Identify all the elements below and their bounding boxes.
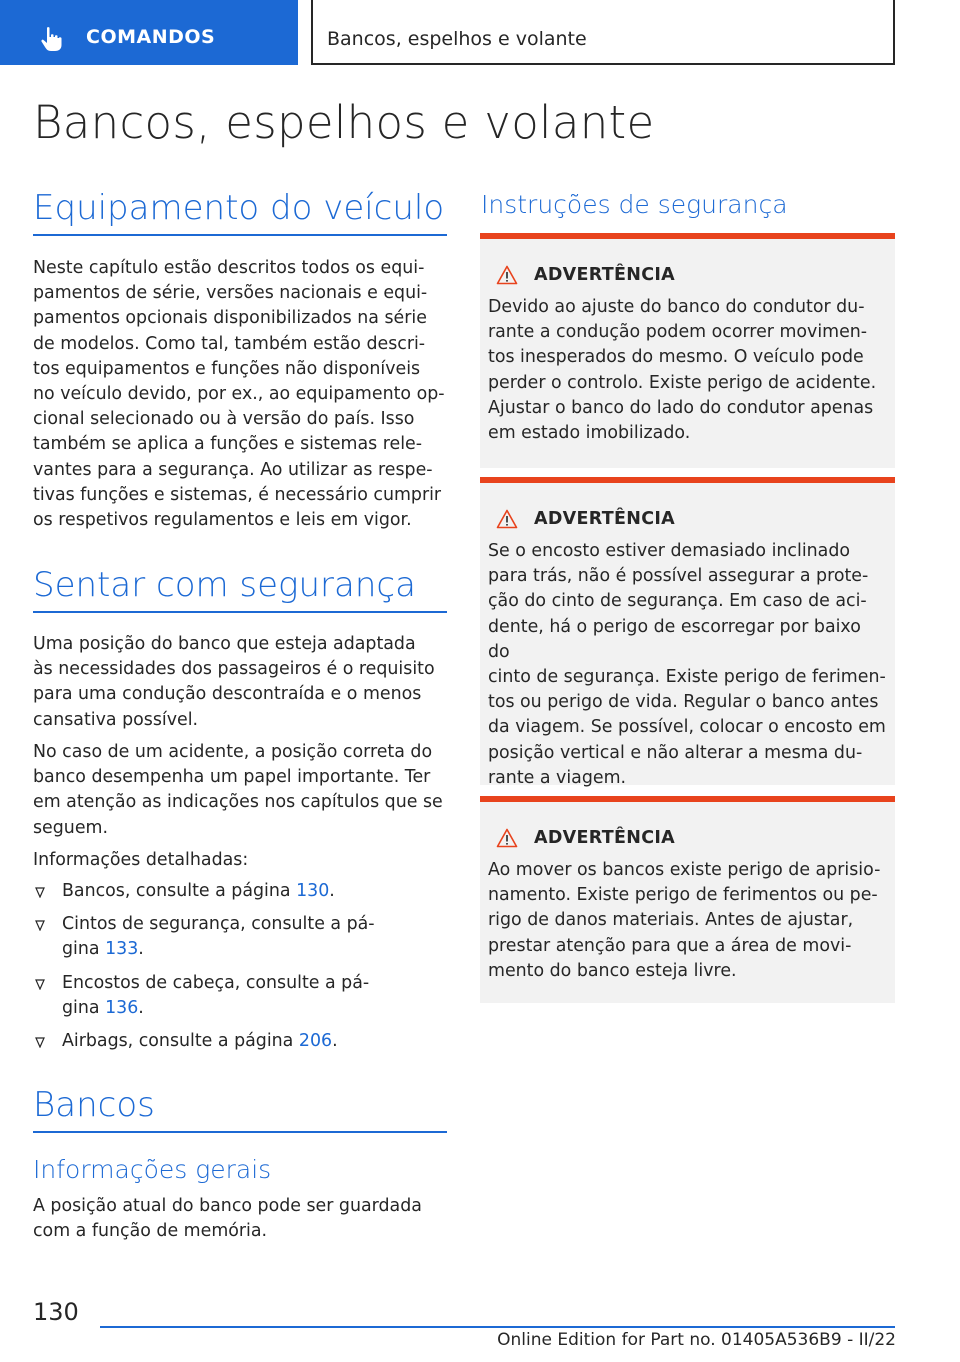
text-line: No caso de um acidente, a posição correta do <box>33 742 433 762</box>
list-suffix: . <box>138 939 144 960</box>
text-line: rante a condução podem ocorrer movimen- <box>488 322 868 343</box>
seat-paragraph-3: Informações detalhadas: <box>33 850 249 870</box>
footer-edition: Online Edition for Part no. 01405A536B9 - II/22 <box>497 1330 896 1350</box>
heading-general-info: Informações gerais <box>33 1155 272 1184</box>
warning-header <box>488 261 887 289</box>
hand-pointer-icon <box>40 26 64 52</box>
header-chapter-tab <box>0 0 298 65</box>
triangle-bullet-icon <box>35 1037 45 1048</box>
triangle-bullet-icon <box>35 887 45 898</box>
text-line: pamentos de série, versões nacionais e equi- <box>33 283 428 304</box>
warning-label: ADVERTÊNCIA <box>534 509 675 529</box>
heading-vehicle-equipment: Equipamento do veículo <box>33 188 445 228</box>
warning-triangle-icon <box>496 828 518 848</box>
warning-box-2 <box>480 477 895 788</box>
text-line: seguem. <box>33 817 108 838</box>
page-link-206[interactable]: 206 <box>298 1031 333 1052</box>
warning-header <box>488 824 887 852</box>
text-line: banco desempenha um papel importante. Ter <box>33 767 431 788</box>
warning-box-1 <box>480 233 895 468</box>
warning-header <box>488 505 887 533</box>
warning-text <box>488 295 887 446</box>
triangle-bullet-icon <box>35 920 45 931</box>
heading-seats: Bancos <box>33 1085 155 1125</box>
text-line: os respetivos regulamentos e leis em vigor. <box>33 510 412 531</box>
text-line: tos ou perigo de vida. Regular o banco antes <box>488 692 879 713</box>
text-line: Se o encosto estiver demasiado inclinado <box>488 541 851 561</box>
text-line: para uma condução descontraída e o menos <box>33 684 422 705</box>
list-item <box>33 1029 449 1054</box>
warning-text <box>488 858 887 984</box>
text-line: Ajustar o banco do lado do condutor apenas <box>488 397 874 418</box>
text-line: cansativa possível. <box>33 709 199 730</box>
equipment-paragraph <box>33 256 449 533</box>
warning-label: ADVERTÊNCIA <box>534 828 675 848</box>
list-text: Encostos de cabeça, consulte a pá- <box>62 972 370 993</box>
warning-label: ADVERTÊNCIA <box>534 265 675 285</box>
text-line: posição vertical e não alterar a mesma du- <box>488 742 863 763</box>
warning-triangle-icon <box>496 265 518 285</box>
text-line: tos equipamentos e funções não disponíveis <box>33 358 421 379</box>
footer-rule <box>100 1326 895 1328</box>
list-text: Bancos, consulte a página <box>62 881 297 901</box>
text-line: Neste capítulo estão descritos todos os equi- <box>33 258 425 278</box>
list-item <box>33 879 449 904</box>
seat-paragraph-1 <box>33 632 449 733</box>
text-line: para trás, não é possível assegurar a prote- <box>488 566 869 587</box>
list-text: gina <box>62 939 106 960</box>
list-text: gina <box>62 997 106 1018</box>
text-line: cinto de segurança. Existe perigo de ferimen- <box>488 667 886 688</box>
text-line: pamentos opcionais disponibilizados na série <box>33 308 427 329</box>
warning-text <box>488 539 887 791</box>
list-text: Airbags, consulte a página <box>62 1031 299 1052</box>
warning-box-3 <box>480 796 895 1003</box>
text-line: namento. Existe perigo de ferimentos ou pe- <box>488 885 878 906</box>
text-line: vantes para a segurança. Ao utilizar as respe- <box>33 459 433 480</box>
text-line: também se aplica a funções e sistemas rele- <box>33 434 423 455</box>
heading-rule <box>33 1131 447 1133</box>
detail-list <box>33 879 449 1062</box>
list-item <box>33 912 449 962</box>
list-text: Cintos de segurança, consulte a pá- <box>62 914 375 935</box>
text-line: da viagem. Se possível, colocar o encosto em <box>488 717 886 738</box>
page-number: 130 <box>33 1298 79 1326</box>
list-suffix: . <box>138 997 144 1018</box>
text-line: em estado imobilizado. <box>488 423 691 444</box>
text-line: rante a viagem. <box>488 767 627 788</box>
text-line: Devido ao ajuste do banco do condutor du- <box>488 297 865 317</box>
text-line: tos inesperados do mesmo. O veículo pode <box>488 347 864 368</box>
heading-rule <box>33 611 447 613</box>
seat-paragraph-2 <box>33 740 449 841</box>
text-line: perder o controlo. Existe perigo de acidente. <box>488 372 877 393</box>
heading-safety-instructions: Instruções de segurança <box>481 190 788 219</box>
list-item <box>33 971 449 1021</box>
warning-triangle-icon <box>496 509 518 529</box>
page-link-136[interactable]: 136 <box>105 997 139 1018</box>
triangle-bullet-icon <box>35 979 45 990</box>
header-section-title: Bancos, espelhos e volante <box>327 28 587 50</box>
text-line: ção do cinto de segurança. Em caso de aci- <box>488 591 867 612</box>
text-line: rigo de danos materiais. Antes de ajustar, <box>488 910 854 931</box>
chapter-label: COMANDOS <box>86 26 216 48</box>
heading-rule <box>33 234 447 236</box>
text-line: em atenção as indicações nos capítulos que se <box>33 792 443 813</box>
header-section-box <box>311 0 895 65</box>
page-link-133[interactable]: 133 <box>105 939 139 960</box>
page-link-130[interactable]: 130 <box>296 881 330 901</box>
info-paragraph <box>33 1194 449 1244</box>
text-line: mento do banco esteja livre. <box>488 960 737 981</box>
text-line: com a função de memória. <box>33 1221 268 1242</box>
page-title: Bancos, espelhos e volante <box>33 96 655 149</box>
text-line: Ao mover os bancos existe perigo de aprisio- <box>488 860 881 880</box>
text-line: prestar atenção para que a área de movi- <box>488 935 852 956</box>
text-line: cional selecionado ou à versão do país. Isso <box>33 409 415 430</box>
text-line: no veículo devido, por ex., ao equipamento op- <box>33 384 445 405</box>
text-line: de modelos. Como tal, também estão descri- <box>33 333 426 354</box>
text-line: às necessidades dos passageiros é o requisito <box>33 659 435 680</box>
list-suffix: . <box>329 881 335 901</box>
text-line: dente, há o perigo de escorregar por baixo do <box>488 616 861 662</box>
list-suffix: . <box>332 1031 338 1052</box>
text-line: tivas funções e sistemas, é necessário cumprir <box>33 484 442 505</box>
heading-sit-safely: Sentar com segurança <box>33 565 416 605</box>
text-line: Uma posição do banco que esteja adaptada <box>33 634 416 654</box>
text-line: A posição atual do banco pode ser guardada <box>33 1196 422 1216</box>
